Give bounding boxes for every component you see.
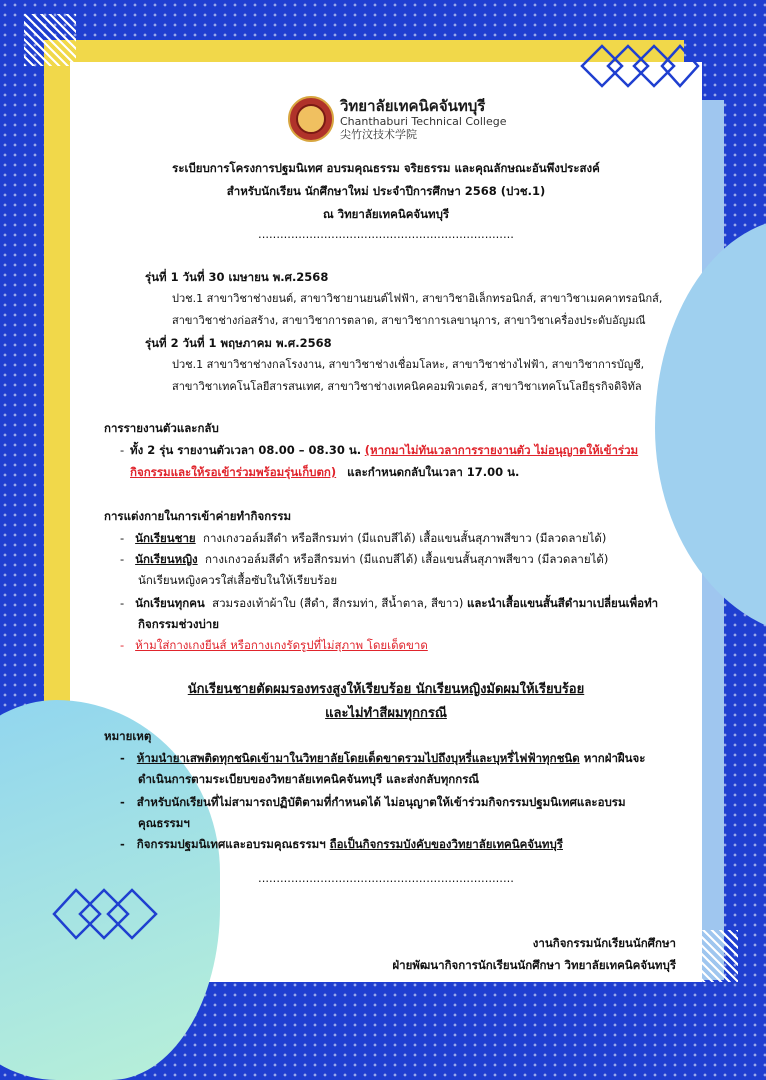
dress-girls: - นักเรียนหญิง กางเกงวอล์มสีดำ หรือสีกรมท่า (มีแถบสีได้) เสื้อแขนสั้นสุภาพสีขาว (มีลวดลายได้) [120,552,609,566]
report-warning-line-1: (หากมาไม่ทันเวลาการรายงานตัว ไม่อนุญาตให้เข้าร่วม [364,443,639,457]
hair-rule-line-1: นักเรียนชายตัดผมรองทรงสูงให้เรียบร้อย นักเรียนหญิงมัดผมให้เรียบร้อย [187,682,585,697]
title-separator: ...................................................................... [258,227,514,241]
hair-rule-line-2: และไม่ทำสีผมทุกกรณี [325,706,447,721]
dress-girls-text: กางเกงวอล์มสีดำ หรือสีกรมท่า (มีแถบสีได้) เสื้อแขนสั้นสุภาพสีขาว (มีลวดลายได้) [204,552,609,566]
college-name-chinese: 尖竹汶技术学院 [340,127,417,141]
footer-line-1: งานกิจกรรมนักเรียนนักศึกษา [532,936,676,950]
dress-all-label: นักเรียนทุกคน [135,596,205,610]
dress-all: - นักเรียนทุกคน สวมรองเท้าผ้าใบ (สีดำ, สีกรมท่า, สีน้ำตาล, สีขาว) และนำเสื้อแขนสั้นสีดำมาเปลี่ยนเพื่อทำ [120,596,659,610]
dress-all-text: สวมรองเท้าผ้าใบ (สีดำ, สีกรมท่า, สีน้ำตาล, สีขาว) [212,596,464,610]
notes-heading: หมายเหตุ [104,729,152,743]
note-1: - ห้ามนำยาเสพติดทุกชนิดเข้ามาในวิทยาลัยโดยเด็ดขาดรวมไปถึงบุหรี่และบุหรี่ไฟฟ้าทุกชนิด หากฝ่าฝืนจะ [120,751,646,765]
round-2-majors-line-1: ปวช.1 สาขาวิชาช่างกลโรงงาน, สาขาวิชาช่างเชื่อมโลหะ, สาขาวิชาช่างไฟฟ้า, สาขาวิชาการบัญชี, [172,358,645,371]
diamond-pattern-top-right [580,44,700,88]
hatch-pattern-top-left [24,14,76,66]
notes-separator: ...................................................................... [258,871,514,885]
round-2-heading: รุ่นที่ 2 วันที่ 1 พฤษภาคม พ.ศ.2568 [145,336,332,350]
dress-all-bold: และนำเสื้อแขนสั้นสีดำมาเปลี่ยนเพื่อทำ [466,596,659,610]
note-1-rest: หากฝ่าฝืนจะ [579,751,646,765]
title-line-2: สำหรับนักเรียน นักศึกษาใหม่ ประจำปีการศึกษา 2568 (ปวช.1) [226,184,546,198]
dress-boys-label: นักเรียนชาย [135,531,196,545]
dress-heading: การแต่งกายในการเข้าค่ายทำกิจกรรม [104,509,292,523]
note-3: - กิจกรรมปฐมนิเทศและอบรมคุณธรรมฯ ถือเป็นกิจกรรมบังคับของวิทยาลัยเทคนิคจันทบุรี [120,837,563,851]
dress-girls-label: นักเรียนหญิง [135,552,198,566]
dress-boys: - นักเรียนชาย กางเกงวอล์มสีดำ หรือสีกรมท่า (มีแถบสีได้) เสื้อแขนสั้นสุภาพสีขาว (มีลวดลายได้) [120,531,607,545]
report-time-text: ทั้ง 2 รุ่น รายงานตัวเวลา 08.00 – 08.30 น. [130,443,362,457]
report-return-time: และกำหนดกลับในเวลา 17.00 น. [347,465,520,479]
title-line-1: ระเบียบการโครงการปฐมนิเทศ อบรมคุณธรรม จริยธรรม และคุณลักษณะอันพึงประสงค์ [172,161,600,175]
dress-prohibit-text: ห้ามใส่กางเกงยีนส์ หรือกางเกงรัดรูปที่ไม่สุภาพ โดยเด็ดขาด [135,638,428,652]
report-time-line [130,442,638,458]
round-1-heading: รุ่นที่ 1 วันที่ 30 เมษายน พ.ศ.2568 [145,270,329,284]
report-bullet: - [120,443,125,457]
report-warning-line-2: กิจกรรมและให้รอเข้าร่วมพร้อมรุ่นเก็บตก) [130,465,337,479]
dress-girls-note: นักเรียนหญิงควรใส่เสื้อซับในให้เรียบร้อย [138,573,338,587]
college-name-english: Chanthaburi Technical College [340,114,507,128]
note-2: - สำหรับนักเรียนที่ไม่สามารถปฏิบัติตามที่กำหนดได้ ไม่อนุญาตให้เข้าร่วมกิจกรรมปฐมนิเทศและอบรม [120,795,626,809]
note-2-line-1: สำหรับนักเรียนที่ไม่สามารถปฏิบัติตามที่กำหนดได้ ไม่อนุญาตให้เข้าร่วมกิจกรรมปฐมนิเทศและอบรม [136,795,626,809]
note-2-line-2: คุณธรรมฯ [138,816,190,830]
dress-prohibit: - ห้ามใส่กางเกงยีนส์ หรือกางเกงรัดรูปที่ไม่สุภาพ โดยเด็ดขาด [120,638,428,652]
diamond-pattern-bottom-left [52,886,162,942]
note-1-underlined: ห้ามนำยาเสพติดทุกชนิดเข้ามาในวิทยาลัยโดยเด็ดขาดรวมไปถึงบุหรี่และบุหรี่ไฟฟ้าทุกชนิด [136,751,580,765]
title-line-3: ณ วิทยาลัยเทคนิคจันทบุรี [322,207,450,221]
dress-boys-text: กางเกงวอล์มสีดำ หรือสีกรมท่า (มีแถบสีได้) เสื้อแขนสั้นสุภาพสีขาว (มีลวดลายได้) [202,531,607,545]
college-logo-header [288,96,506,142]
note-1-line-2: ดำเนินการตามระเบียบของวิทยาลัยเทคนิคจันทบุรี และส่งกลับทุกกรณี [138,772,480,786]
note-3-underlined: ถือเป็นกิจกรรมบังคับของวิทยาลัยเทคนิคจันทบุรี [329,837,563,851]
dress-all-bold-line-2: กิจกรรมช่วงบ่าย [138,617,219,631]
footer-line-2: ฝ่ายพัฒนากิจการนักเรียนนักศึกษา วิทยาลัยเทคนิคจันทบุรี [392,958,676,972]
note-3-plain: กิจกรรมปฐมนิเทศและอบรมคุณธรรมฯ [136,837,330,851]
round-1-majors-line-2: สาขาวิชาช่างก่อสร้าง, สาขาวิชาการตลาด, สาขาวิชาการเลขานุการ, สาขาวิชาเครื่องประดับอัญมณี [172,314,646,327]
round-1-majors-line-1: ปวช.1 สาขาวิชาช่างยนต์, สาขาวิชายานยนต์ไฟฟ้า, สาขาวิชาอิเล็กทรอนิกส์, สาขาวิชาเมคคาทรอนิกส์, [172,292,663,305]
college-seal-icon [288,96,334,142]
college-name-thai: วิทยาลัยเทคนิคจันทบุรี [340,96,486,115]
report-return-line [130,464,519,480]
round-2-majors-line-2: สาขาวิชาเทคโนโลยีสารสนเทศ, สาขาวิชาช่างเทคนิคคอมพิวเตอร์, สาขาวิชาเทคโนโลยีธุรกิจดิจิทัล [172,380,642,393]
report-heading: การรายงานตัวและกลับ [104,421,219,435]
